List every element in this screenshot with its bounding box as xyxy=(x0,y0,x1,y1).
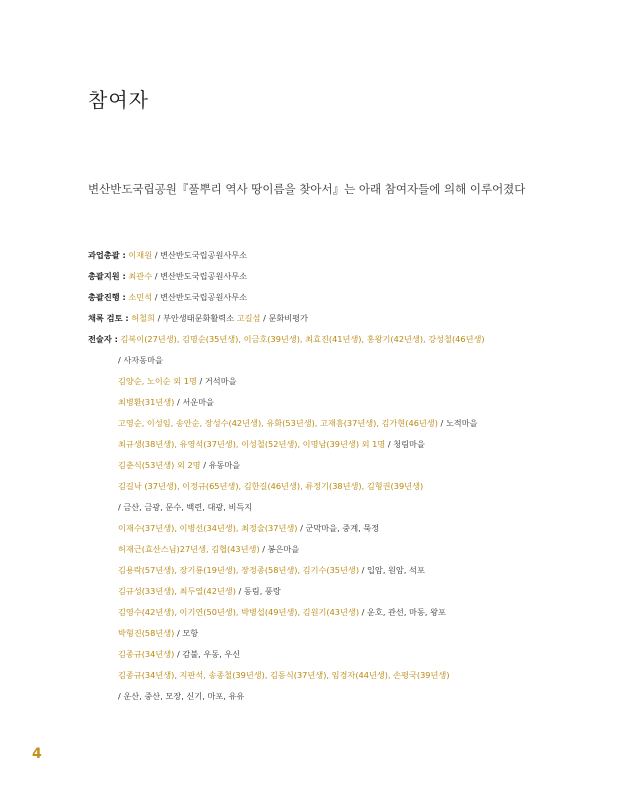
credit-name-2: 고길섬 xyxy=(236,313,261,323)
narrator-place: / 금산, 금광, 문수, 백련, 대광, 비득지 xyxy=(118,502,253,512)
credit-name: 최관수 xyxy=(128,271,153,281)
narrator-names: 최규생(38년생), 유영석(37년생), 이성철(52년생), 이명남(39년생) 외 1명 xyxy=(118,439,386,449)
page-number: 4 xyxy=(32,746,42,762)
narrator-row xyxy=(88,581,588,602)
credit-affiliation: / 변산반도국립공원사무소 xyxy=(154,271,248,281)
credit-label: 총괄지원 : xyxy=(88,271,126,281)
credits-list xyxy=(88,245,588,707)
credit-name: 소민석 xyxy=(128,292,153,302)
credit-affiliation: / 변산반도국립공원사무소 xyxy=(154,250,248,260)
narrator-place: / 운호, 관선, 마동, 왕포 xyxy=(361,607,446,617)
narrator-row xyxy=(88,392,588,413)
narrator-place: / 서운마을 xyxy=(176,397,214,407)
narrator-place: / 청림마을 xyxy=(387,439,425,449)
narrator-names: 허재근(효산스님)27년생, 김협(43년생) xyxy=(118,544,260,554)
narrator-row xyxy=(88,623,588,644)
narrator-row xyxy=(88,644,588,665)
narrator-names: 김춘식(53년생) 외 2명 xyxy=(118,460,201,470)
narrator-names: 김종규(34년생), 지판석, 송종철(39년생), 김동식(37년생), 임경자(44년생), 손평국(39년생) xyxy=(118,670,450,680)
narrator-place: / 사자동마을 xyxy=(118,355,163,365)
narrator-names: 김영수(42년생), 이기연(50년생), 박병섭(49년생), 김원기(43년생) xyxy=(118,607,360,617)
narrator-place: / 군막마을, 중계, 묵정 xyxy=(300,523,380,533)
narrator-row xyxy=(88,371,588,392)
credit-label: 총괄진행 : xyxy=(88,292,126,302)
credit-affiliation-2: / 문화비평가 xyxy=(263,313,308,323)
narrator-place: / 봉은마을 xyxy=(262,544,300,554)
credit-name: 허철희 xyxy=(131,313,155,323)
intro-paragraph: 변산반도국립공원『풀뿌리 역사 땅이름을 찾아서』는 아래 참여자들에 의해 이루어졌다 xyxy=(88,182,526,196)
narrator-row xyxy=(88,560,588,581)
credit-name: 이재원 xyxy=(128,250,153,260)
narrator-names: 김용락(57년생), 장기룡(19년생), 장정종(58년생), 김기수(35년생) xyxy=(118,565,360,575)
narrator-row xyxy=(88,350,588,371)
narrator-row xyxy=(88,413,588,434)
narrator-names: 김양순, 노이순 외 1명 xyxy=(118,376,197,386)
narrator-row xyxy=(88,665,588,686)
page-title: 참여자 xyxy=(88,88,149,112)
narrator-row xyxy=(88,329,588,350)
narrator-names: 박형진(58년생) xyxy=(118,628,175,638)
narrator-place: / 유동마을 xyxy=(203,460,241,470)
narrator-row xyxy=(88,497,588,518)
narrator-names: 김복이(27년생), 김명순(35년생), 이금호(39년생), 최효진(41년생), 홍왕기(42년생), 강성철(46년생) xyxy=(120,334,485,344)
narrator-row xyxy=(88,539,588,560)
credit-affiliation: / 부안생태문화활력소 xyxy=(157,313,235,323)
narrator-place: / 노적마을 xyxy=(440,418,478,428)
narrator-row xyxy=(88,455,588,476)
credit-row xyxy=(88,287,588,308)
credit-row xyxy=(88,245,588,266)
narrator-place: / 운산, 중산, 모장, 신기, 마포, 유유 xyxy=(118,691,245,701)
narrators-label: 전술자 : xyxy=(88,334,118,344)
narrator-place: / 동림, 풍랑 xyxy=(238,586,281,596)
credit-affiliation: / 변산반도국립공원사무소 xyxy=(154,292,248,302)
credit-label: 채록 검토 : xyxy=(88,313,129,323)
narrator-row xyxy=(88,476,588,497)
narrator-place: / 감불, 우동, 우신 xyxy=(176,649,241,659)
narrator-names: 최병환(31년생) xyxy=(118,397,175,407)
narrator-row xyxy=(88,602,588,623)
narrator-names: 김길낙 (37년생), 이정규(65년생), 김한길(46년생), 류정기(38년생), 김형권(39년생) xyxy=(118,481,424,491)
credit-label: 과업총괄 : xyxy=(88,250,126,260)
narrator-place: / 모항 xyxy=(176,628,199,638)
narrator-names: 김종규(34년생) xyxy=(118,649,175,659)
credit-row xyxy=(88,266,588,287)
narrator-row xyxy=(88,434,588,455)
narrator-names: 이재수(37년생), 이병선(34년생), 최정술(37년생) xyxy=(118,523,298,533)
credit-row xyxy=(88,308,588,329)
narrator-row xyxy=(88,686,588,707)
narrator-names: 고영순, 이성임, 송안순, 장성수(42년생), 유화(53년생), 고재흠(37년생), 김가현(46년생) xyxy=(118,418,438,428)
narrator-names: 김규성(33년생), 최두열(42년생) xyxy=(118,586,236,596)
narrator-place: / 입암, 원암, 석포 xyxy=(361,565,425,575)
narrator-place: / 거석마을 xyxy=(199,376,237,386)
narrator-row xyxy=(88,518,588,539)
